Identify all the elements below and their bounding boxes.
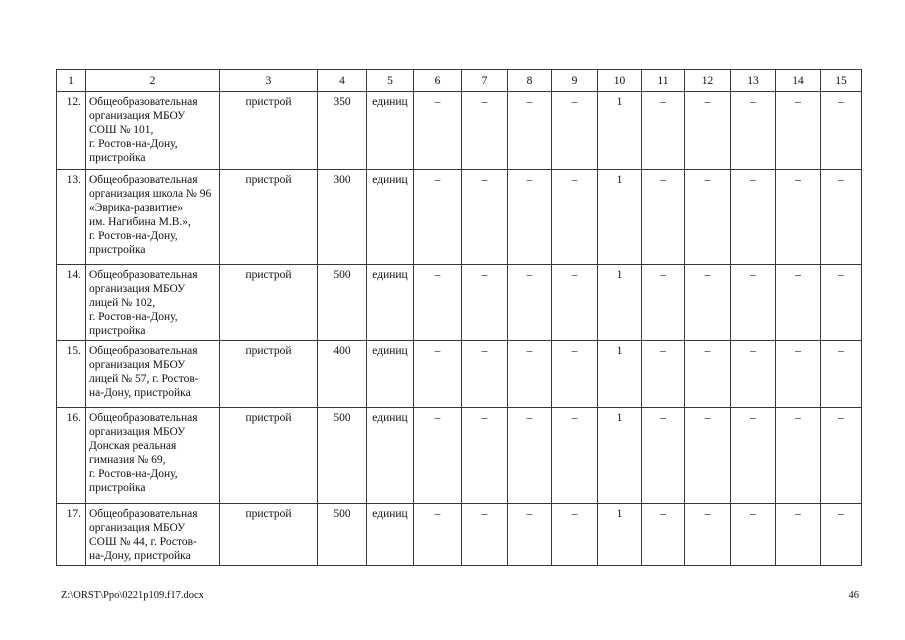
row-value-cell-col9: – [552,170,598,265]
row-value-cell-col8: – [508,170,552,265]
row-capacity-cell: 350 [318,92,367,170]
row-unit-cell: единиц [367,170,414,265]
row-value-cell-col15: – [821,92,862,170]
row-type-cell: пристрой [220,92,318,170]
column-header-1: 1 [57,70,86,92]
column-header-5: 5 [367,70,414,92]
row-value-cell-col11: – [642,504,685,566]
table-row [57,170,862,265]
column-header-2: 2 [86,70,220,92]
row-value-cell-col15: – [821,341,862,408]
column-header-15: 15 [821,70,862,92]
row-value-cell-col13: – [731,341,776,408]
row-value-cell-col15: – [821,504,862,566]
table-row [57,92,862,170]
row-capacity-cell: 500 [318,408,367,504]
column-header-7: 7 [462,70,508,92]
row-value-cell-col10: 1 [598,92,642,170]
row-value-cell-col12: – [685,92,731,170]
row-value-cell-col6: – [414,504,462,566]
row-value-cell-col7: – [462,170,508,265]
row-value-cell-col14: – [776,408,821,504]
row-name-cell: Общеобразовательная организация МБОУ лицей № 102, г. Ростов-на-Дону, пристройка [86,265,220,341]
row-value-cell-col7: – [462,341,508,408]
row-value-cell-col8: – [508,265,552,341]
row-value-cell-col14: – [776,504,821,566]
footer-file-path: Z:\ORST\Ppo\0221p109.f17.docx [61,590,204,601]
row-number-cell: 15. [57,341,86,408]
row-value-cell-col6: – [414,341,462,408]
row-value-cell-col10: 1 [598,341,642,408]
row-value-cell-col13: – [731,92,776,170]
row-unit-cell: единиц [367,341,414,408]
column-header-12: 12 [685,70,731,92]
row-name-cell: Общеобразовательная организация МБОУ Донская реальная гимназия № 69, г. Ростов-на-Дону, пристройка [86,408,220,504]
row-unit-cell: единиц [367,504,414,566]
column-header-8: 8 [508,70,552,92]
row-value-cell-col9: – [552,92,598,170]
row-capacity-cell: 400 [318,341,367,408]
row-value-cell-col10: 1 [598,504,642,566]
row-name-cell: Общеобразовательная организация школа № 96 «Эврика-развитие» им. Нагибина М.В.», г. Ростов-на-Дону, пристройка [86,170,220,265]
row-value-cell-col6: – [414,408,462,504]
row-value-cell-col9: – [552,408,598,504]
row-value-cell-col12: – [685,504,731,566]
table-row [57,265,862,341]
row-value-cell-col15: – [821,170,862,265]
row-value-cell-col9: – [552,265,598,341]
row-number-cell: 17. [57,504,86,566]
row-value-cell-col10: 1 [598,170,642,265]
row-value-cell-col12: – [685,341,731,408]
column-header-4: 4 [318,70,367,92]
row-value-cell-col14: – [776,170,821,265]
row-unit-cell: единиц [367,92,414,170]
row-name-cell: Общеобразовательная организация МБОУ СОШ № 44, г. Ростов- на-Дону, пристройка [86,504,220,566]
column-header-13: 13 [731,70,776,92]
row-unit-cell: единиц [367,408,414,504]
row-value-cell-col13: – [731,408,776,504]
row-value-cell-col11: – [642,265,685,341]
row-type-cell: пристрой [220,265,318,341]
row-value-cell-col8: – [508,504,552,566]
table-row [57,504,862,566]
row-value-cell-col14: – [776,265,821,341]
row-value-cell-col9: – [552,341,598,408]
row-capacity-cell: 300 [318,170,367,265]
data-table [56,69,862,566]
row-type-cell: пристрой [220,408,318,504]
column-header-11: 11 [642,70,685,92]
column-header-14: 14 [776,70,821,92]
row-number-cell: 14. [57,265,86,341]
row-value-cell-col11: – [642,92,685,170]
table-row [57,341,862,408]
row-value-cell-col13: – [731,504,776,566]
row-value-cell-col11: – [642,170,685,265]
row-value-cell-col14: – [776,92,821,170]
row-value-cell-col6: – [414,92,462,170]
column-header-9: 9 [552,70,598,92]
row-value-cell-col13: – [731,170,776,265]
row-value-cell-col8: – [508,341,552,408]
row-value-cell-col12: – [685,170,731,265]
row-value-cell-col8: – [508,408,552,504]
column-header-3: 3 [220,70,318,92]
row-type-cell: пристрой [220,170,318,265]
row-value-cell-col7: – [462,408,508,504]
footer-page-number: 46 [848,590,859,601]
row-value-cell-col7: – [462,504,508,566]
row-name-cell: Общеобразовательная организация МБОУ лицей № 57, г. Ростов- на-Дону, пристройка [86,341,220,408]
table-body [57,70,862,566]
row-value-cell-col11: – [642,341,685,408]
row-value-cell-col7: – [462,265,508,341]
row-number-cell: 16. [57,408,86,504]
row-value-cell-col11: – [642,408,685,504]
row-capacity-cell: 500 [318,265,367,341]
row-value-cell-col6: – [414,170,462,265]
row-type-cell: пристрой [220,504,318,566]
row-value-cell-col12: – [685,265,731,341]
row-value-cell-col15: – [821,265,862,341]
table-header-row [57,70,862,92]
row-value-cell-col14: – [776,341,821,408]
row-value-cell-col10: 1 [598,265,642,341]
row-value-cell-col8: – [508,92,552,170]
row-unit-cell: единиц [367,265,414,341]
row-value-cell-col15: – [821,408,862,504]
row-value-cell-col9: – [552,504,598,566]
row-value-cell-col7: – [462,92,508,170]
row-name-cell: Общеобразовательная организация МБОУ СОШ № 101, г. Ростов-на-Дону, пристройка [86,92,220,170]
row-type-cell: пристрой [220,341,318,408]
column-header-10: 10 [598,70,642,92]
row-value-cell-col13: – [731,265,776,341]
table-row [57,408,862,504]
row-value-cell-col12: – [685,408,731,504]
row-capacity-cell: 500 [318,504,367,566]
row-value-cell-col10: 1 [598,408,642,504]
row-number-cell: 12. [57,92,86,170]
row-value-cell-col6: – [414,265,462,341]
column-header-6: 6 [414,70,462,92]
row-number-cell: 13. [57,170,86,265]
